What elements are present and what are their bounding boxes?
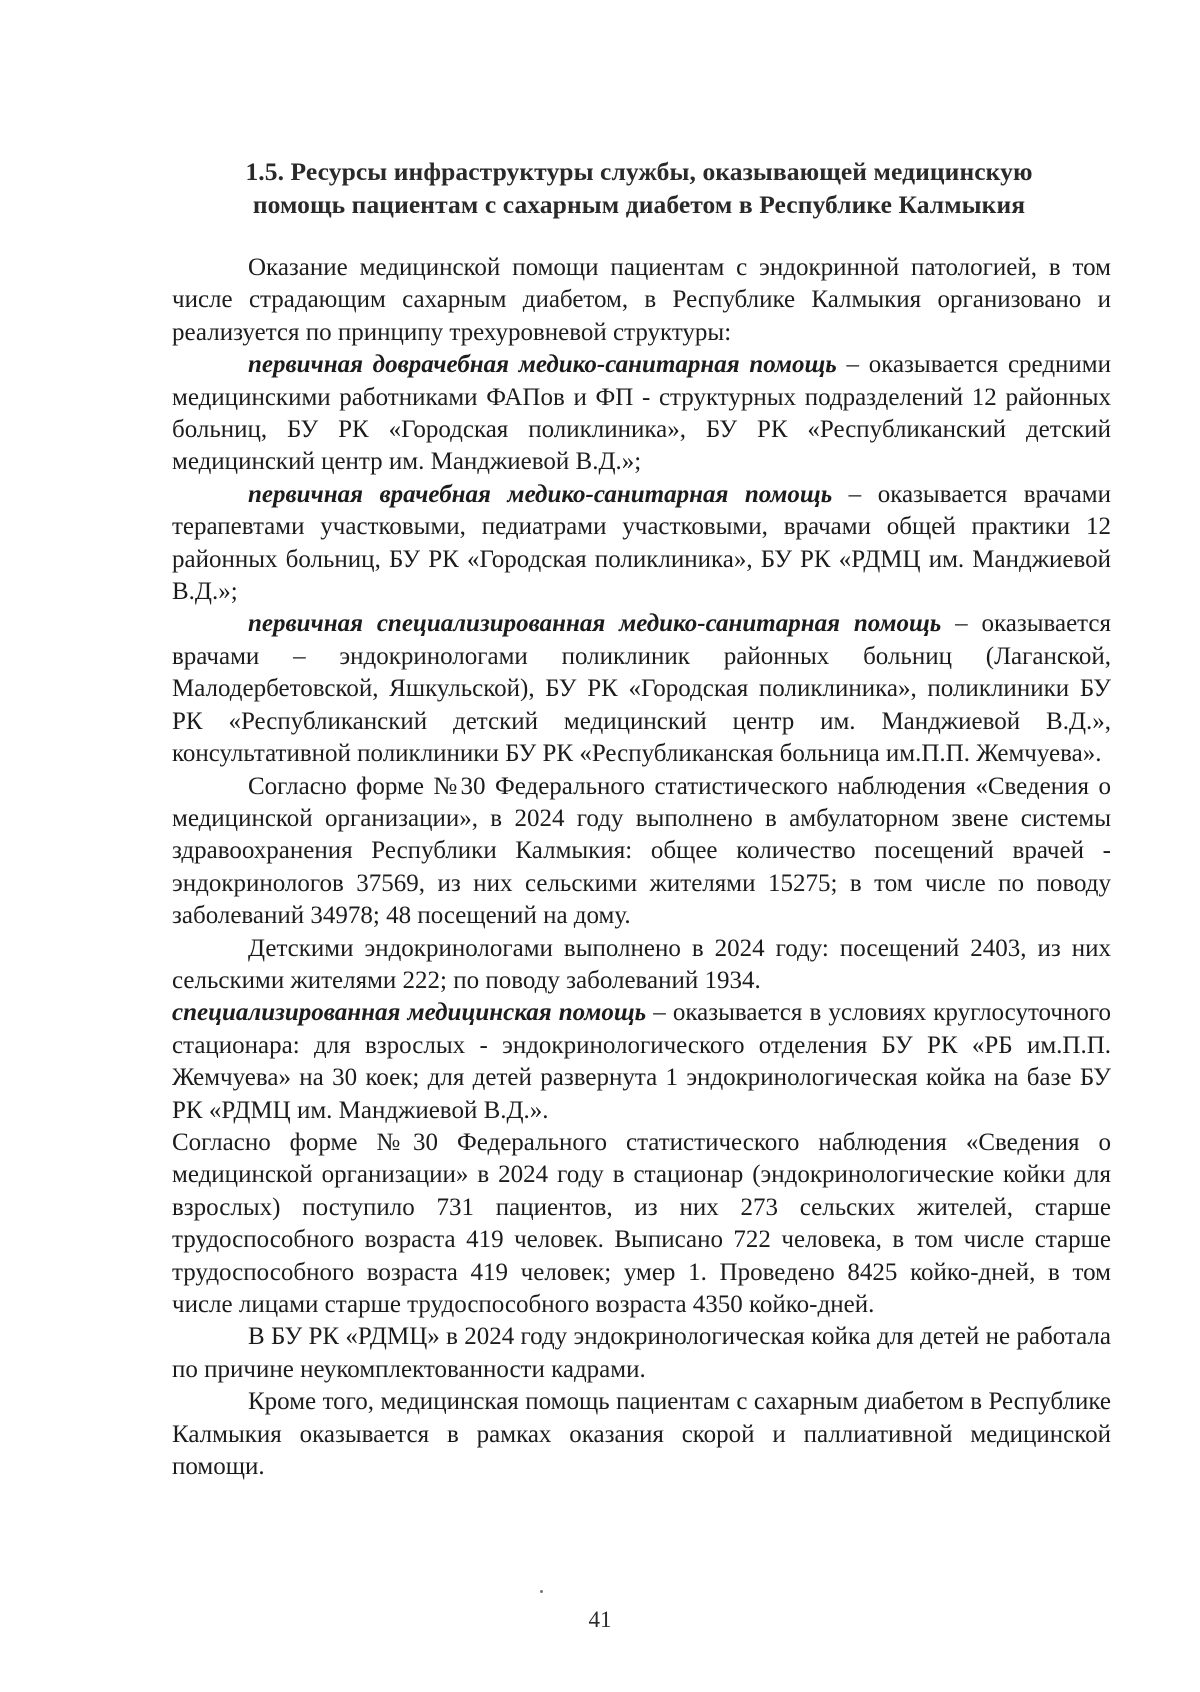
paragraph-intro: Оказание медицинской помощи пациентам с эндокринной патологией, в том числе страдающим сахарным диабетом, в Республике Калмыкия организовано и реализуется по принципу трехуровневой структуры: — [172, 254, 1111, 346]
paragraph-rdmc-note: В БУ РК «РДМЦ» в 2024 году эндокринологическая койка для детей не работала по причине неукомплектованности кадрами. — [172, 1323, 1111, 1383]
section-heading-line-1: 1.5. Ресурсы инфраструктуры службы, оказывающей медицинскую — [245, 157, 1033, 186]
paragraph-primary-physician — [172, 479, 1111, 609]
paragraph-primary-prehospital-text: – оказывается средними медицинскими работниками ФАПов и ФП - структурных подразделений 12 районных больниц, БУ РК «Городская поликлиника», БУ РК «Республиканский детский медицинский центр им. Манджиевой В.Д.»; — [172, 351, 1111, 476]
page-number: 41 — [588, 1607, 612, 1632]
section-heading — [170, 155, 1108, 221]
paragraph-inpatient-stats: Согласно форме №30 Федерального статистического наблюдения «Сведения о медицинской организации» в 2024 году в стационар (эндокринологические койки для взрослых) поступило 731 пациентов, из них 273 сельских жителей, старше трудоспособного возраста 419 человек. Выписано 722 человека, в том числе старше трудоспособного возраста 419 человек; умер 1. Проведено 8425 койко-дней, в том числе лицами старше трудоспособного возраста 4350 койко-дней. — [172, 1128, 1111, 1318]
paragraph-primary-physician-text: – оказывается врачами терапевтами участковыми, педиатрами участковыми, врачами общей практики 12 районных больниц, БУ РК «Городская поликлиника», БУ РК «РДМЦ им. Манджиевой В.Д.»; — [172, 480, 1112, 606]
term-primary-prehospital: первичная доврачебная медико-санитарная помощь — [248, 351, 837, 379]
paragraph-emergency-palliative: Кроме того, медицинская помощь пациентам с сахарным диабетом в Республике Калмыкия оказывается в рамках оказания скорой и паллиативной медицинской помощи. — [172, 1388, 1111, 1481]
paragraph-primary-specialized — [172, 608, 1111, 770]
term-primary-specialized: первичная специализированная медико-санитарная помощь — [248, 610, 942, 638]
paragraph-primary-specialized-text: – оказывается врачами – эндокринологами поликлиник районных больниц (Лаганской, Малодербетовской, Яшкульской), БУ РК «Городская поликлиника», поликлиники БУ РК «Республиканский детский медицинский центр им. Манджиевой В.Д.», консультативной поликлиники БУ РК «Республиканская больница им.П.П. Жемчуева». — [172, 610, 1111, 768]
section-heading-line-2: помощь пациентам с сахарным диабетом в Республике Калмыкия — [252, 190, 1026, 219]
scan-artifact-dot — [540, 1590, 543, 1593]
paragraph-pediatric-stats: Детскими эндокринологами выполнено в 2024 году: посещений 2403, из них сельскими жителями 222; по поводу заболеваний 1934. — [172, 934, 1111, 994]
term-primary-physician: первичная врачебная медико-санитарная помощь — [248, 480, 833, 508]
paragraph-primary-prehospital — [172, 349, 1111, 479]
paragraph-specialized-care — [172, 997, 1111, 1127]
body-text — [172, 252, 1111, 1483]
paragraph-specialized-care-text: – оказывается в условиях круглосуточного стационара: для взрослых - эндокринологического отделения БУ РК «РБ им.П.П. Жемчуева» на 30 коек; для детей развернута 1 эндокринологическая койка на базе БУ РК «РДМЦ им. Манджиевой В.Д.». — [172, 999, 1111, 1124]
paragraph-outpatient-stats: Согласно форме №30 Федерального статистического наблюдения «Сведения о медицинской организации», в 2024 году выполнено в амбулаторном звене системы здравоохранения Республики Калмыкия: общее количество посещений врачей - эндокринологов 37569, из них сельскими жителями 15275; в том числе по поводу заболеваний 34978; 48 посещений на дому. — [172, 772, 1111, 930]
term-specialized-care: специализированная медицинская помощь — [172, 999, 647, 1027]
